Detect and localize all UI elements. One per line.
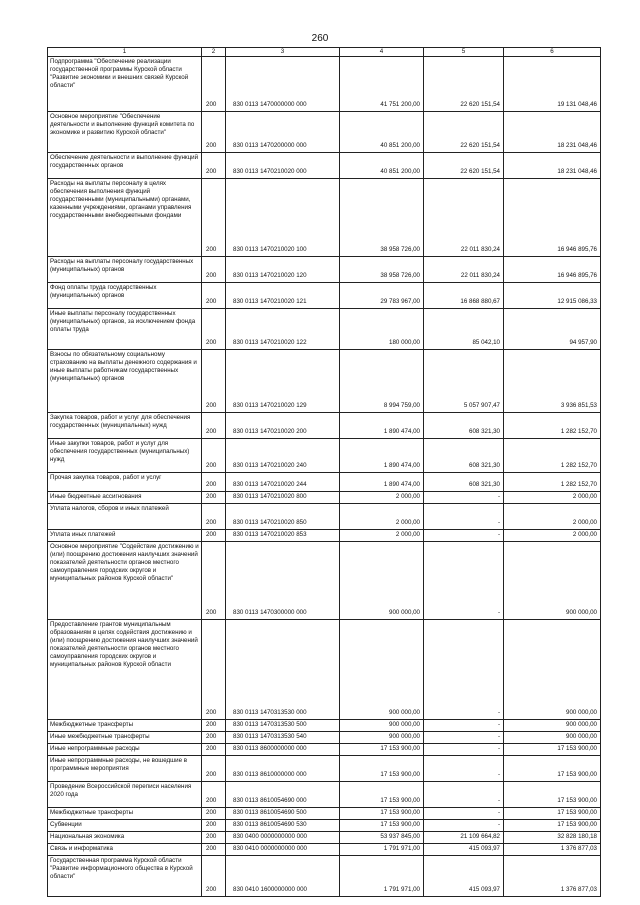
header-cell: 4 <box>340 48 424 57</box>
row-budget-code: 830 0113 1470300000 000 <box>226 542 340 620</box>
row-description: Расходы на выплаты персоналу в целях обеспечения выполнения функций государственными (муниципальными) органами, казенными учреждениями, органами управления государственными внебюджетными фондами <box>48 179 202 257</box>
row-budget-code: 830 0113 1470210020 800 <box>226 492 340 504</box>
row-approved-amount: 17 153 900,00 <box>340 782 424 808</box>
row-description: Межбюджетные трансферты <box>48 720 202 732</box>
row-approved-amount: 2 000,00 <box>340 492 424 504</box>
table-row <box>48 413 601 439</box>
row-executed-amount: 608 321,30 <box>424 473 504 492</box>
row-approved-amount: 1 791 971,00 <box>340 856 424 897</box>
row-budget-code: 830 0113 1470313530 000 <box>226 620 340 720</box>
row-unexecuted-amount: 1 282 152,70 <box>504 413 601 439</box>
table-row <box>48 257 601 283</box>
table-row <box>48 112 601 153</box>
row-approved-amount: 900 000,00 <box>340 620 424 720</box>
table-row <box>48 530 601 542</box>
row-budget-code: 830 0113 1470210020 240 <box>226 439 340 473</box>
row-executed-amount: 5 057 907,47 <box>424 350 504 413</box>
row-unexecuted-amount: 17 153 900,00 <box>504 782 601 808</box>
row-approved-amount: 40 851 200,00 <box>340 153 424 179</box>
row-line-code: 200 <box>202 756 226 782</box>
row-description: Основное мероприятие "Обеспечение деятельности и выполнение функций комитета по экономике и развитию Курской области" <box>48 112 202 153</box>
row-approved-amount: 17 153 900,00 <box>340 820 424 832</box>
row-executed-amount: - <box>424 756 504 782</box>
row-approved-amount: 17 153 900,00 <box>340 756 424 782</box>
row-description: Иные непрограммные расходы <box>48 744 202 756</box>
row-description: Расходы на выплаты персоналу государственных (муниципальных) органов <box>48 257 202 283</box>
header-cell: 6 <box>504 48 601 57</box>
row-unexecuted-amount: 17 153 900,00 <box>504 744 601 756</box>
row-unexecuted-amount: 3 936 851,53 <box>504 350 601 413</box>
budget-table <box>47 47 601 897</box>
table-row <box>48 832 601 844</box>
row-line-code: 200 <box>202 112 226 153</box>
row-description: Иные непрограммные расходы, не вошедшие в программные мероприятия <box>48 756 202 782</box>
row-description: Национальная экономика <box>48 832 202 844</box>
row-executed-amount: 415 093,97 <box>424 856 504 897</box>
row-approved-amount: 17 153 900,00 <box>340 744 424 756</box>
table-row <box>48 439 601 473</box>
row-executed-amount: 85 042,10 <box>424 309 504 350</box>
row-line-code: 200 <box>202 832 226 844</box>
row-budget-code: 830 0113 8610000000 000 <box>226 756 340 782</box>
row-line-code: 200 <box>202 620 226 720</box>
table-row <box>48 542 601 620</box>
row-line-code: 200 <box>202 413 226 439</box>
row-line-code: 200 <box>202 820 226 832</box>
table-row <box>48 309 601 350</box>
row-executed-amount: 415 093,97 <box>424 844 504 856</box>
row-budget-code: 830 0410 1600000000 000 <box>226 856 340 897</box>
row-unexecuted-amount: 1 376 877,03 <box>504 844 601 856</box>
table-row <box>48 620 601 720</box>
row-unexecuted-amount: 17 153 900,00 <box>504 808 601 820</box>
row-executed-amount: - <box>424 744 504 756</box>
row-approved-amount: 2 000,00 <box>340 530 424 542</box>
row-budget-code: 830 0113 8600000000 000 <box>226 744 340 756</box>
row-unexecuted-amount: 16 946 895,76 <box>504 257 601 283</box>
row-executed-amount: 21 109 664,82 <box>424 832 504 844</box>
header-cell: 5 <box>424 48 504 57</box>
row-description: Государственная программа Курской области "Развитие информационного общества в Курской области" <box>48 856 202 897</box>
row-budget-code: 830 0113 1470210020 244 <box>226 473 340 492</box>
table-row <box>48 720 601 732</box>
row-unexecuted-amount: 900 000,00 <box>504 542 601 620</box>
row-line-code: 200 <box>202 744 226 756</box>
row-description: Прочая закупка товаров, работ и услуг <box>48 473 202 492</box>
row-line-code: 200 <box>202 808 226 820</box>
row-description: Проведение Всероссийской переписи населения 2020 года <box>48 782 202 808</box>
row-budget-code: 830 0113 1470210020 000 <box>226 153 340 179</box>
row-executed-amount: - <box>424 808 504 820</box>
row-approved-amount: 1 890 474,00 <box>340 473 424 492</box>
table-row <box>48 756 601 782</box>
row-line-code: 200 <box>202 504 226 530</box>
row-description: Иные выплаты персоналу государственных (муниципальных) органов, за исключением фонда оплаты труда <box>48 309 202 350</box>
row-executed-amount: 608 321,30 <box>424 439 504 473</box>
table-row <box>48 179 601 257</box>
row-budget-code: 830 0113 1470210020 121 <box>226 283 340 309</box>
row-approved-amount: 41 751 200,00 <box>340 57 424 112</box>
row-unexecuted-amount: 17 153 900,00 <box>504 756 601 782</box>
row-approved-amount: 1 890 474,00 <box>340 439 424 473</box>
table-row <box>48 283 601 309</box>
table-row <box>48 350 601 413</box>
row-description: Иные бюджетные ассигнования <box>48 492 202 504</box>
table-row <box>48 57 601 112</box>
row-line-code: 200 <box>202 179 226 257</box>
row-executed-amount: - <box>424 720 504 732</box>
row-description: Взносы по обязательному социальному страхованию на выплаты денежного содержания и иные выплаты работникам государственных (муниципальных) органов <box>48 350 202 413</box>
row-approved-amount: 180 000,00 <box>340 309 424 350</box>
row-executed-amount: 22 620 151,54 <box>424 153 504 179</box>
row-budget-code: 830 0113 1470313530 500 <box>226 720 340 732</box>
row-executed-amount: - <box>424 542 504 620</box>
row-budget-code: 830 0113 1470210020 120 <box>226 257 340 283</box>
row-unexecuted-amount: 1 282 152,70 <box>504 473 601 492</box>
row-executed-amount: - <box>424 732 504 744</box>
row-line-code: 200 <box>202 844 226 856</box>
row-unexecuted-amount: 18 231 048,46 <box>504 153 601 179</box>
row-unexecuted-amount: 1 282 152,70 <box>504 439 601 473</box>
row-executed-amount: - <box>424 820 504 832</box>
row-budget-code: 830 0113 1470210020 100 <box>226 179 340 257</box>
page-number: 260 <box>311 33 329 44</box>
row-line-code: 200 <box>202 257 226 283</box>
row-budget-code: 830 0113 1470210020 129 <box>226 350 340 413</box>
row-line-code: 200 <box>202 542 226 620</box>
row-unexecuted-amount: 32 828 180,18 <box>504 832 601 844</box>
row-executed-amount: 22 011 830,24 <box>424 257 504 283</box>
header-cell: 1 <box>48 48 202 57</box>
table-row <box>48 732 601 744</box>
row-line-code: 200 <box>202 492 226 504</box>
row-executed-amount: - <box>424 620 504 720</box>
table-row <box>48 153 601 179</box>
row-budget-code: 830 0113 1470313530 540 <box>226 732 340 744</box>
table-row <box>48 808 601 820</box>
row-description: Иные закупки товаров, работ и услуг для обеспечения государственных (муниципальных) нужд <box>48 439 202 473</box>
row-budget-code: 830 0113 1470000000 000 <box>226 57 340 112</box>
row-unexecuted-amount: 900 000,00 <box>504 620 601 720</box>
row-executed-amount: - <box>424 504 504 530</box>
table-row <box>48 504 601 530</box>
header-cell: 3 <box>226 48 340 57</box>
row-unexecuted-amount: 900 000,00 <box>504 732 601 744</box>
row-unexecuted-amount: 19 131 048,46 <box>504 57 601 112</box>
row-description: Уплата налогов, сборов и иных платежей <box>48 504 202 530</box>
row-line-code: 200 <box>202 153 226 179</box>
row-executed-amount: - <box>424 530 504 542</box>
row-description: Фонд оплаты труда государственных (муниципальных) органов <box>48 283 202 309</box>
row-description: Подпрограмма "Обеспечение реализации государственной программы Курской области "Развитие экономики и внешних связей Курской области" <box>48 57 202 112</box>
row-description: Межбюджетные трансферты <box>48 808 202 820</box>
row-executed-amount: 22 620 151,54 <box>424 57 504 112</box>
row-approved-amount: 900 000,00 <box>340 732 424 744</box>
row-line-code: 200 <box>202 732 226 744</box>
row-unexecuted-amount: 2 000,00 <box>504 504 601 530</box>
row-line-code: 200 <box>202 439 226 473</box>
row-description: Закупка товаров, работ и услуг для обеспечения государственных (муниципальных) нужд <box>48 413 202 439</box>
row-budget-code: 830 0113 1470210020 200 <box>226 413 340 439</box>
row-approved-amount: 40 851 200,00 <box>340 112 424 153</box>
row-approved-amount: 38 958 726,00 <box>340 257 424 283</box>
row-budget-code: 830 0113 1470210020 850 <box>226 504 340 530</box>
row-approved-amount: 38 958 726,00 <box>340 179 424 257</box>
row-description: Основное мероприятие "Содействие достижению и (или) поощрению достижения наилучших значений показателей деятельности органов местного самоуправления городских округов и муниципальных районов Курской области" <box>48 542 202 620</box>
row-executed-amount: - <box>424 492 504 504</box>
header-cell: 2 <box>202 48 226 57</box>
row-line-code: 200 <box>202 530 226 542</box>
row-executed-amount: 16 868 880,67 <box>424 283 504 309</box>
row-budget-code: 830 0113 1470210020 122 <box>226 309 340 350</box>
row-budget-code: 830 0400 0000000000 000 <box>226 832 340 844</box>
row-approved-amount: 53 937 845,00 <box>340 832 424 844</box>
row-description: Связь и информатика <box>48 844 202 856</box>
row-description: Уплата иных платежей <box>48 530 202 542</box>
row-line-code: 200 <box>202 283 226 309</box>
row-unexecuted-amount: 94 957,90 <box>504 309 601 350</box>
table-row <box>48 856 601 897</box>
row-unexecuted-amount: 17 153 900,00 <box>504 820 601 832</box>
row-unexecuted-amount: 1 376 877,03 <box>504 856 601 897</box>
row-approved-amount: 17 153 900,00 <box>340 808 424 820</box>
row-description: Обеспечение деятельности и выполнение функций государственных органов <box>48 153 202 179</box>
row-approved-amount: 2 000,00 <box>340 504 424 530</box>
row-unexecuted-amount: 2 000,00 <box>504 530 601 542</box>
row-line-code: 200 <box>202 57 226 112</box>
row-budget-code: 830 0113 1470200000 000 <box>226 112 340 153</box>
row-unexecuted-amount: 16 946 895,76 <box>504 179 601 257</box>
row-unexecuted-amount: 12 915 086,33 <box>504 283 601 309</box>
row-executed-amount: 22 011 830,24 <box>424 179 504 257</box>
row-unexecuted-amount: 2 000,00 <box>504 492 601 504</box>
table-row <box>48 820 601 832</box>
row-description: Субвенции <box>48 820 202 832</box>
row-approved-amount: 900 000,00 <box>340 720 424 732</box>
row-line-code: 200 <box>202 350 226 413</box>
row-budget-code: 830 0113 1470210020 853 <box>226 530 340 542</box>
row-budget-code: 830 0410 0000000000 000 <box>226 844 340 856</box>
row-executed-amount: 608 321,30 <box>424 413 504 439</box>
row-line-code: 200 <box>202 782 226 808</box>
row-approved-amount: 29 783 967,00 <box>340 283 424 309</box>
table-row <box>48 782 601 808</box>
row-line-code: 200 <box>202 720 226 732</box>
table-row <box>48 473 601 492</box>
row-unexecuted-amount: 18 231 048,46 <box>504 112 601 153</box>
table-row <box>48 744 601 756</box>
row-budget-code: 830 0113 8610054690 530 <box>226 820 340 832</box>
row-line-code: 200 <box>202 309 226 350</box>
row-executed-amount: 22 620 151,54 <box>424 112 504 153</box>
row-approved-amount: 1 791 971,00 <box>340 844 424 856</box>
row-line-code: 200 <box>202 473 226 492</box>
row-approved-amount: 900 000,00 <box>340 542 424 620</box>
row-executed-amount: - <box>424 782 504 808</box>
row-description: Иные межбюджетные трансферты <box>48 732 202 744</box>
row-budget-code: 830 0113 8610054690 500 <box>226 808 340 820</box>
table-row <box>48 844 601 856</box>
row-line-code: 200 <box>202 856 226 897</box>
row-unexecuted-amount: 900 000,00 <box>504 720 601 732</box>
row-approved-amount: 1 890 474,00 <box>340 413 424 439</box>
row-description: Предоставление грантов муниципальным образованиям в целях содействия достижению и (или) поощрению достижения наилучших значений показателей деятельности органов местного самоуправления городских округов и муниципальных районов Курской области <box>48 620 202 720</box>
row-budget-code: 830 0113 8610054690 000 <box>226 782 340 808</box>
row-approved-amount: 8 994 759,00 <box>340 350 424 413</box>
table-header-row <box>48 48 601 57</box>
table-row <box>48 492 601 504</box>
